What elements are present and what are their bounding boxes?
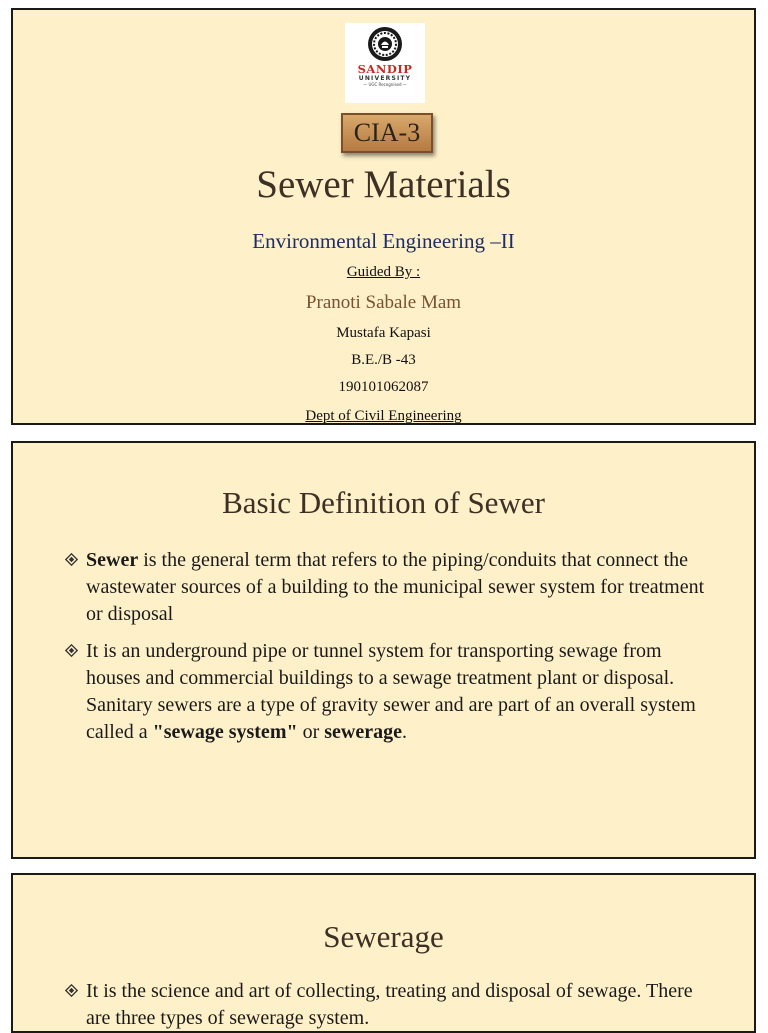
- guide-name: Pranoti Sabale Mam: [305, 292, 462, 313]
- bullet-list: [65, 978, 715, 1033]
- course-subtitle: Environmental Engineering –II: [252, 229, 515, 253]
- university-logo: [345, 23, 425, 103]
- bullet-item: [65, 638, 715, 746]
- diamond-bullet-icon: [65, 553, 78, 566]
- student-name: Mustafa Kapasi: [336, 325, 431, 341]
- bullet-text: It is an underground pipe or tunnel system for transporting sewage from houses and commercial buildings to a sewage treatment plant or disposal. Sanitary sewers are a type of gravity sewer and are part of an overall system called a: [86, 640, 696, 743]
- logo-name: SANDIP: [357, 62, 413, 76]
- university-seal-icon: [367, 26, 403, 62]
- logo-tagline: — UGC Recognised —: [363, 82, 407, 87]
- guided-by-label: Guided By :: [346, 264, 421, 280]
- student-class: B.E./B -43: [351, 352, 416, 368]
- bullet-list: [65, 547, 715, 756]
- bullet-text: is the general term that refers to the piping/conduits that connect the wastewater sources of a building to the municipal sewer system for treatment or disposal: [86, 549, 705, 625]
- logo-subname: UNIVERSITY: [358, 75, 412, 82]
- slide-title: Basic Definition of Sewer: [222, 485, 545, 520]
- slide-title: Sewerage: [323, 919, 444, 954]
- bold-term: Sewer: [86, 549, 139, 571]
- student-roll-number: 190101062087: [338, 379, 429, 395]
- diamond-bullet-icon: [65, 644, 78, 657]
- slide-basic-definition: [11, 441, 756, 859]
- bullet-text: It is the science and art of collecting, treating and disposal of sewage. There are three types of sewerage system.: [86, 980, 693, 1029]
- bullet-item: [65, 547, 715, 628]
- bullet-text: .: [401, 721, 407, 743]
- diamond-bullet-icon: [65, 984, 78, 997]
- presentation-title: Sewer Materials: [256, 163, 511, 206]
- bold-term: sewerage: [324, 721, 402, 743]
- department: Dept of Civil Engineering: [305, 408, 462, 424]
- cia-badge: CIA-3: [341, 113, 433, 153]
- slide-title-page: [11, 8, 756, 425]
- slide-sewerage: [11, 873, 756, 1033]
- bullet-text: or: [297, 721, 325, 743]
- bold-term: "sewage system": [152, 721, 298, 743]
